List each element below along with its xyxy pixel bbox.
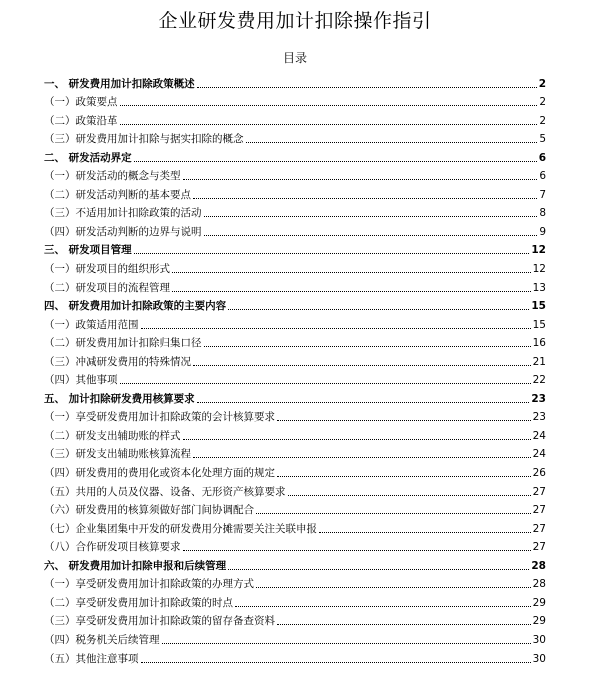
toc-entry-label: （八）合作研发项目核算要求 xyxy=(44,541,181,554)
toc-page-number: 23 xyxy=(531,392,546,405)
toc-section-entry[interactable] xyxy=(44,257,546,276)
toc-page-number: 7 xyxy=(539,188,546,201)
toc-entry-label: （四）税务机关后续管理 xyxy=(44,633,160,646)
toc-chapter-entry[interactable] xyxy=(44,146,546,165)
toc-dot-leader xyxy=(319,532,531,533)
toc-page-number: 27 xyxy=(532,485,546,498)
toc-entry-label: （三）不适用加计扣除政策的活动 xyxy=(44,207,202,220)
toc-entry-label: （二）研发项目的流程管理 xyxy=(44,281,170,294)
toc-page-number: 28 xyxy=(532,578,546,591)
toc-dot-leader xyxy=(134,253,530,254)
toc-dot-leader xyxy=(235,606,531,607)
toc-dot-leader xyxy=(193,365,531,366)
toc-entry-label: （四）研发费用的费用化或资本化处理方面的规定 xyxy=(44,467,275,480)
toc-page-number: 12 xyxy=(531,244,546,257)
toc-page-number: 26 xyxy=(532,467,546,480)
toc-heading: 目录 xyxy=(282,51,307,65)
toc-entry-label: （一）研发项目的组织形式 xyxy=(44,263,170,276)
toc-page-number: 6 xyxy=(538,151,546,164)
toc-section-entry[interactable] xyxy=(44,517,546,536)
toc-section-entry[interactable] xyxy=(44,499,546,518)
toc-section-entry[interactable] xyxy=(44,369,546,388)
table-of-contents xyxy=(44,72,546,666)
toc-entry-label: （五）其他注意事项 xyxy=(44,652,139,665)
toc-entry-label: 一、 研发费用加计扣除政策概述 xyxy=(44,77,195,90)
toc-dot-leader xyxy=(256,513,531,514)
toc-dot-leader xyxy=(277,624,531,625)
toc-page-number: 22 xyxy=(532,374,546,387)
toc-page-number: 30 xyxy=(532,652,546,665)
toc-entry-label: （三）冲减研发费用的特殊情况 xyxy=(44,355,191,368)
toc-section-entry[interactable] xyxy=(44,276,546,295)
toc-dot-leader xyxy=(134,161,537,162)
toc-page-number: 28 xyxy=(531,559,546,572)
toc-section-entry[interactable] xyxy=(44,313,546,332)
toc-entry-label: （五）共用的人员及仪器、设备、无形资产核算要求 xyxy=(44,485,286,498)
toc-section-entry[interactable] xyxy=(44,461,546,480)
toc-entry-label: （三）研发支出辅助账核算流程 xyxy=(44,448,191,461)
toc-entry-label: （三）享受研发费用加计扣除政策的留存备查资料 xyxy=(44,615,275,628)
toc-dot-leader xyxy=(162,643,531,644)
toc-entry-label: 三、 研发项目管理 xyxy=(44,244,132,257)
toc-dot-leader xyxy=(172,272,531,273)
toc-page-number: 12 xyxy=(532,263,546,276)
toc-page-number: 24 xyxy=(532,429,546,442)
toc-dot-leader xyxy=(204,346,531,347)
toc-dot-leader xyxy=(193,198,537,199)
toc-dot-leader xyxy=(256,587,531,588)
toc-page-number: 27 xyxy=(532,504,546,517)
toc-section-entry[interactable] xyxy=(44,91,546,110)
toc-entry-label: 六、 研发费用加计扣除申报和后续管理 xyxy=(44,559,227,572)
toc-entry-label: 四、 研发费用加计扣除政策的主要内容 xyxy=(44,300,227,313)
toc-page-number: 6 xyxy=(539,170,546,183)
toc-section-entry[interactable] xyxy=(44,536,546,555)
toc-page-number: 16 xyxy=(532,337,546,350)
toc-entry-label: （七）企业集团集中开发的研发费用分摊需要关注关联申报 xyxy=(44,522,317,535)
toc-chapter-entry[interactable] xyxy=(44,295,546,314)
toc-page-number: 5 xyxy=(539,133,546,146)
toc-entry-label: （四）其他事项 xyxy=(44,374,118,387)
toc-dot-leader xyxy=(204,216,538,217)
toc-section-entry[interactable] xyxy=(44,443,546,462)
toc-dot-leader xyxy=(228,309,529,310)
toc-dot-leader xyxy=(183,439,531,440)
toc-entry-label: （二）政策沿革 xyxy=(44,114,118,127)
toc-dot-leader xyxy=(288,495,531,496)
toc-page-number: 2 xyxy=(538,77,546,90)
toc-section-entry[interactable] xyxy=(44,424,546,443)
toc-dot-leader xyxy=(141,328,531,329)
toc-entry-label: （二）享受研发费用加计扣除政策的时点 xyxy=(44,596,233,609)
toc-dot-leader xyxy=(183,179,538,180)
toc-section-entry[interactable] xyxy=(44,202,546,221)
toc-section-entry[interactable] xyxy=(44,406,546,425)
toc-page-number: 30 xyxy=(532,633,546,646)
document-title: 企业研发费用加计扣除操作指引 xyxy=(158,10,432,32)
toc-section-entry[interactable] xyxy=(44,109,546,128)
toc-page-number: 24 xyxy=(532,448,546,461)
toc-entry-label: （二）研发支出辅助账的样式 xyxy=(44,429,181,442)
toc-entry-label: （二）研发活动判断的基本要点 xyxy=(44,188,191,201)
toc-dot-leader xyxy=(193,457,531,458)
toc-page-number: 15 xyxy=(532,318,546,331)
toc-chapter-entry[interactable] xyxy=(44,239,546,258)
toc-page-number: 23 xyxy=(532,411,546,424)
toc-chapter-entry[interactable] xyxy=(44,387,546,406)
toc-entry-label: （一）政策适用范围 xyxy=(44,318,139,331)
toc-dot-leader xyxy=(183,550,531,551)
toc-section-entry[interactable] xyxy=(44,591,546,610)
toc-page-number: 13 xyxy=(532,281,546,294)
toc-dot-leader xyxy=(120,105,538,106)
toc-dot-leader xyxy=(277,476,531,477)
toc-entry-label: （一）享受研发费用加计扣除政策的会计核算要求 xyxy=(44,411,275,424)
toc-page-number: 27 xyxy=(532,522,546,535)
toc-dot-leader xyxy=(277,420,531,421)
toc-dot-leader xyxy=(204,235,538,236)
toc-dot-leader xyxy=(141,662,531,663)
toc-entry-label: （六）研发费用的核算须做好部门间协调配合 xyxy=(44,504,254,517)
toc-page-number: 29 xyxy=(532,596,546,609)
toc-entry-label: （三）研发费用加计扣除与据实扣除的概念 xyxy=(44,133,244,146)
toc-chapter-entry[interactable] xyxy=(44,72,546,91)
toc-entry-label: 二、 研发活动界定 xyxy=(44,151,132,164)
toc-dot-leader xyxy=(228,569,529,570)
toc-page-number: 2 xyxy=(539,96,546,109)
toc-dot-leader xyxy=(120,383,531,384)
toc-page-number: 21 xyxy=(532,355,546,368)
toc-entry-label: （一）享受研发费用加计扣除政策的办理方式 xyxy=(44,578,254,591)
toc-page-number: 8 xyxy=(539,207,546,220)
toc-dot-leader xyxy=(120,124,538,125)
toc-section-entry[interactable] xyxy=(44,610,546,629)
toc-section-entry[interactable] xyxy=(44,183,546,202)
toc-dot-leader xyxy=(197,402,530,403)
toc-dot-leader xyxy=(246,142,538,143)
toc-section-entry[interactable] xyxy=(44,332,546,351)
toc-section-entry[interactable] xyxy=(44,647,546,666)
toc-entry-label: （一）研发活动的概念与类型 xyxy=(44,170,181,183)
toc-section-entry[interactable] xyxy=(44,628,546,647)
toc-section-entry[interactable] xyxy=(44,165,546,184)
toc-entry-label: （四）研发活动判断的边界与说明 xyxy=(44,225,202,238)
toc-entry-label: （一）政策要点 xyxy=(44,96,118,109)
toc-page-number: 27 xyxy=(532,541,546,554)
toc-section-entry[interactable] xyxy=(44,350,546,369)
toc-section-entry[interactable] xyxy=(44,128,546,147)
toc-page-number: 29 xyxy=(532,615,546,628)
toc-page-number: 9 xyxy=(539,225,546,238)
toc-section-entry[interactable] xyxy=(44,480,546,499)
toc-dot-leader xyxy=(172,291,531,292)
toc-section-entry[interactable] xyxy=(44,220,546,239)
toc-entry-label: 五、 加计扣除研发费用核算要求 xyxy=(44,392,195,405)
toc-chapter-entry[interactable] xyxy=(44,554,546,573)
toc-entry-label: （二）研发费用加计扣除归集口径 xyxy=(44,337,202,350)
toc-dot-leader xyxy=(197,87,537,88)
toc-section-entry[interactable] xyxy=(44,573,546,592)
toc-page-number: 15 xyxy=(531,300,546,313)
toc-page-number: 2 xyxy=(539,114,546,127)
